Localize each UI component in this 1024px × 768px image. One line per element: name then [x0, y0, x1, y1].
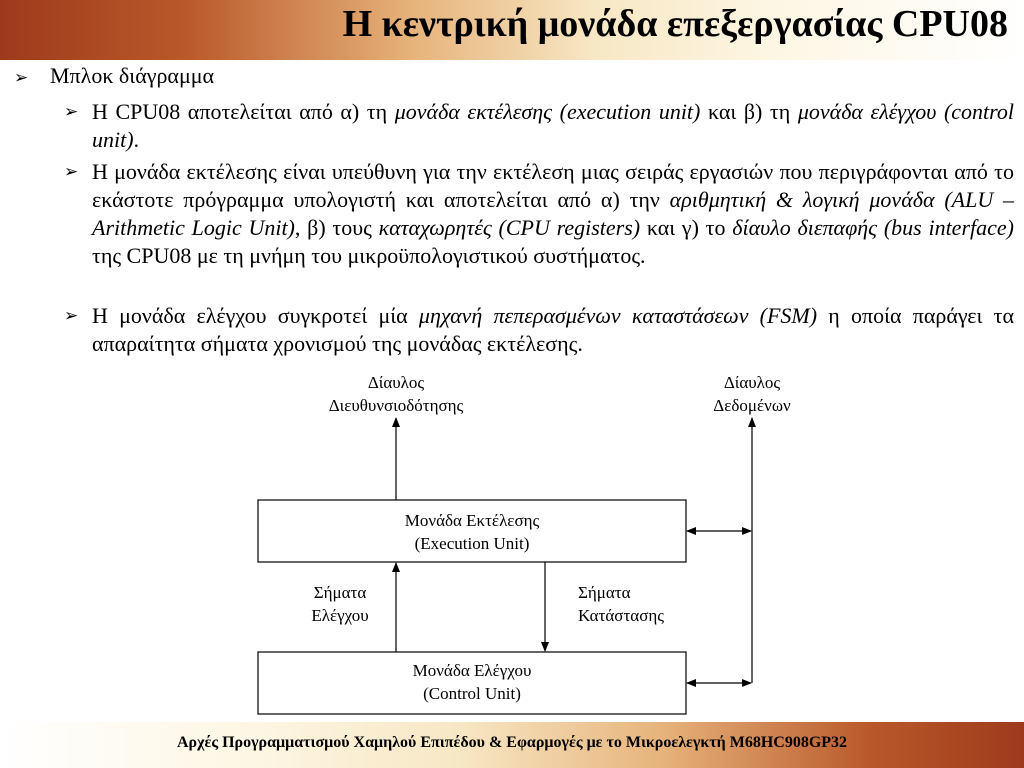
italic-term: μηχανή πεπερασμένων καταστάσεων (FSM) — [418, 303, 818, 328]
text-run: Η μονάδα εκτέλεσης είναι υπεύθυνη για την εκτέλεση μιας σειράς εργασιών που περιγράφονται από το εκάστοτε πρόγραμμα υπολογιστή και αποτελείται από α) την — [92, 159, 1014, 212]
text-run: και β) τη — [700, 99, 798, 124]
control-unit-label-line1: Μονάδα Ελέγχου — [412, 661, 532, 680]
text-run: η οποία παράγει τα απαραίτητα σήματα χρονισμού της μονάδας εκτέλεσης. — [92, 303, 1014, 356]
italic-term: δίαυλο διεπαφής (bus interface) — [732, 215, 1014, 240]
footer-text: Αρχές Προγραμματισμού Χαμηλού Επιπέδου & Εφαρμογές με το Μικροελεγκτή M68HC908GP32 — [176, 734, 848, 751]
slide-title: Η κεντρική μονάδα επεξεργασίας CPU08 — [342, 3, 1008, 45]
bullet-top-text: Μπλοκ διάγραμμα — [50, 63, 215, 88]
italic-term: καταχωρητές (CPU registers) — [378, 215, 641, 240]
status-signals-label-line2: Κατάστασης — [578, 606, 664, 625]
address-bus-label-line1: Δίαυλος — [367, 373, 425, 392]
text-run: . — [133, 127, 140, 152]
data-bus-label-line2: Δεδομένων — [713, 396, 791, 415]
status-signals-label-line1: Σήματα — [578, 583, 631, 602]
footer-bar — [0, 722, 1024, 768]
execution-unit-label-line1: Μονάδα Εκτέλεσης — [404, 511, 540, 530]
text-run: Η μονάδα ελέγχου συγκροτεί μία — [92, 303, 419, 328]
execution-unit-label-line2: (Execution Unit) — [414, 534, 530, 553]
control-signals-label-line1: Σήματα — [313, 583, 367, 602]
arrow-bullet-icon: ➢ — [14, 68, 29, 88]
text-run: και γ) το — [640, 215, 733, 240]
italic-term: αριθμητική & λογική μονάδα (ALU – Arithmetic Logic Unit) — [92, 187, 1014, 240]
italic-term: μονάδα εκτέλεσης (execution unit) — [394, 99, 701, 124]
control-signals-label-line2: Ελέγχου — [311, 606, 369, 625]
control-unit-label-line2: (Control Unit) — [423, 684, 521, 703]
data-bus-label-line1: Δίαυλος — [723, 373, 781, 392]
arrow-bullet-icon: ➢ — [64, 306, 79, 326]
arrow-bullet-icon: ➢ — [64, 102, 79, 122]
address-bus-label-line2: Διευθυνσιοδότησης — [328, 396, 464, 415]
text-run: της CPU08 με τη μνήμη του μικροϋπολογιστικού συστήματος. — [92, 243, 646, 268]
text-run: Η CPU08 αποτελείται από α) τη — [92, 99, 395, 124]
arrow-bullet-icon: ➢ — [64, 162, 79, 182]
text-run: , β) τους — [294, 215, 379, 240]
italic-term: μονάδα ελέγχου (control unit) — [92, 99, 1015, 152]
